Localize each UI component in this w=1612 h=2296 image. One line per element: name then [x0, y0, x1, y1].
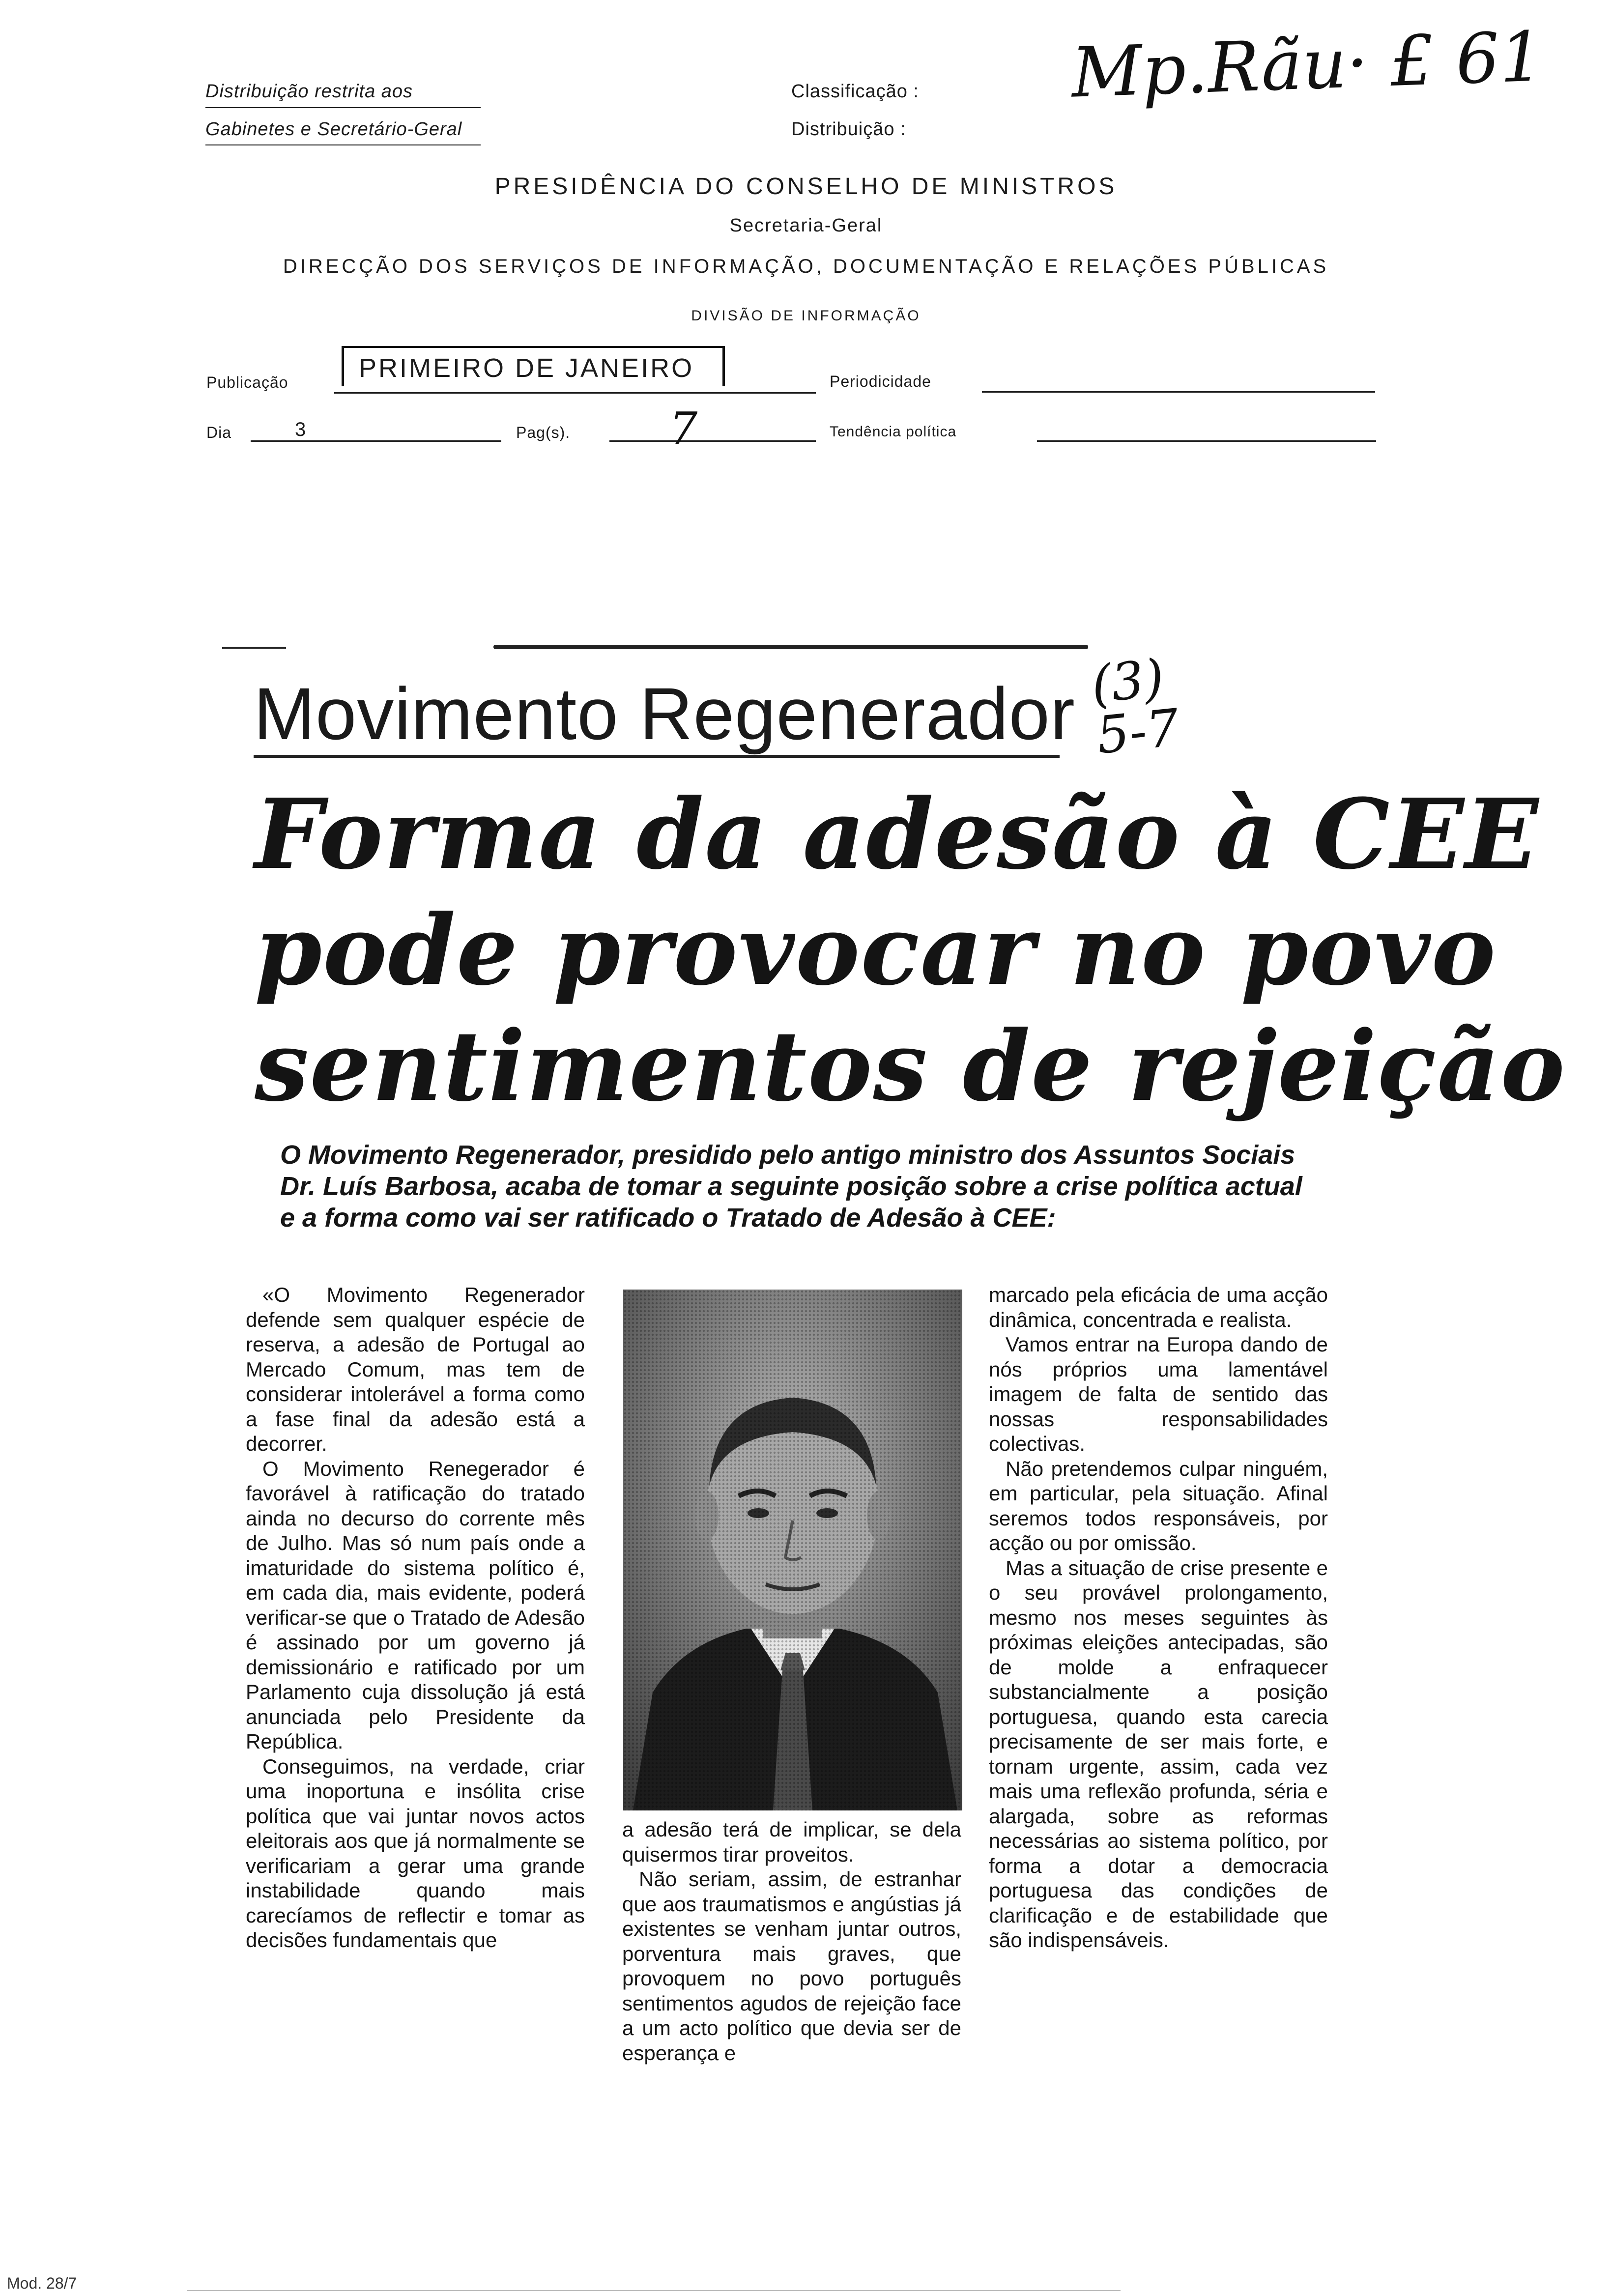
top-rule-short	[222, 647, 286, 649]
pages-value: 7	[669, 403, 698, 455]
headline-line-1: Forma da adesão à CEE	[255, 778, 1540, 891]
secretariat-title: Secretaria-Geral	[729, 215, 883, 236]
periodicity-label: Periodicidade	[830, 373, 931, 390]
article-column-2	[622, 1817, 961, 2066]
day-label: Dia	[206, 424, 232, 441]
distribution-underline-2	[205, 144, 481, 145]
tendency-line	[1037, 440, 1376, 442]
publication-value: PRIMEIRO DE JANEIRO	[359, 353, 694, 383]
pages-line	[609, 440, 816, 442]
classification-label: Classificação :	[791, 81, 919, 102]
direction-title: DIRECÇÃO DOS SERVIÇOS DE INFORMAÇÃO, DOCUMENTAÇÃO E RELAÇÕES PÚBLICAS	[283, 256, 1329, 277]
periodicity-line	[982, 391, 1375, 393]
paragraph: «O Movimento Regenerador defende sem qualquer espécie de reserva, a adesão de Portugal ao Mercado Comum, mas tem de considerar intolerável a forma como a fase final da adesão está a decorrer.	[246, 1283, 585, 1455]
headline-line-3: sentimentos de rejeição	[255, 1010, 1566, 1123]
tendency-label: Tendência política	[830, 424, 957, 440]
handwritten-note: (3) 5-7	[1088, 647, 1182, 766]
headline-line-2: pode provocar no povo	[255, 894, 1497, 1007]
article-column-3	[989, 1283, 1328, 1953]
form-stamp: Mod. 28/7	[7, 2274, 77, 2292]
paragraph: Vamos entrar na Europa dando de nós próprios uma lamentável imagem de falta de sentido das nossas responsabilidades colectivas.	[989, 1333, 1328, 1455]
top-rule-long	[493, 645, 1088, 649]
article-kicker: Movimento Regenerador	[254, 672, 1075, 755]
organization-title: PRESIDÊNCIA DO CONSELHO DE MINISTROS	[494, 173, 1118, 200]
paragraph: marcado pela eficácia de uma acção dinâmica, concentrada e realista.	[989, 1283, 1328, 1331]
paragraph: Não pretendemos culpar ninguém, em particular, pela situação. Afinal seremos todos responsáveis, por acção ou por omissão.	[989, 1457, 1328, 1554]
bottom-scan-edge	[187, 2290, 1121, 2291]
publication-label: Publicação	[206, 373, 288, 391]
publication-line	[334, 392, 816, 394]
distribution-note-line2: Gabinetes e Secretário-Geral	[205, 119, 462, 140]
day-line	[251, 440, 501, 442]
paragraph: Não seriam, assim, de estranhar que aos traumatismos e angústias já existentes se venham juntar outros, porventura mais graves, que provoquem no povo português sentimentos agudos de rejeição face a um acto político que devia ser de esperança e	[622, 1867, 961, 2065]
day-value: 3	[295, 419, 306, 440]
pages-label: Pag(s).	[516, 424, 571, 441]
kicker-underline	[254, 755, 1060, 758]
paragraph: Conseguimos, na verdade, criar uma inoportuna e insólita crise política que vai juntar novos actos eleitorais aos que já normalmente se verificariam a gerar uma grande instabilidade quando mais carecíamos de reflectir e tomar as decisões fundamentais que	[246, 1754, 585, 1952]
article-lead: O Movimento Regenerador, presidido pelo antigo ministro dos Assuntos Sociais Dr. Luís Barbosa, acaba de tomar a seguinte posição sobre a crise política actual e a forma como vai ser ratificado o Tratado de Adesão à CEE:	[280, 1140, 1302, 1233]
handwritten-reference: Mp.Rãu· £ 61	[1070, 17, 1545, 114]
paragraph: Mas a situação de crise presente e o seu provável prolongamento, mesmo nos meses seguintes às próximas eleições antecipadas, são de molde a enfraquecer substancialmente a posição portuguesa, quando esta carecia precisamente de ser mais forte, e tornam urgente, assim, cada vez mais uma reflexão profunda, séria e alargada, sobre as reformas necessárias ao sistema político, por forma a dotar a democracia portuguesa das condições de clarificação e de estabilidade que são indispensáveis.	[989, 1556, 1328, 1952]
paragraph: O Movimento Renegerador é favorável à ratificação do tratado ainda no decurso do corrente mês de Julho. Mas só num país onde a imaturidade do sistema político é, em cada dia, mais evidente, poderá verificar-se que o Tratado de Adesão é assinado por um governo já demissionário e ratificado por um Parlamento cuja dissolução já está anunciada pelo Presidente da República.	[246, 1457, 585, 1753]
division-title: DIVISÃO DE INFORMAÇÃO	[691, 308, 921, 324]
distribution-underline-1	[205, 107, 481, 108]
distribution-note-line1: Distribuição restrita aos	[205, 81, 413, 102]
distribution-label: Distribuição :	[791, 119, 906, 140]
portrait-photo	[623, 1290, 962, 1810]
article-column-1	[246, 1283, 585, 1953]
paragraph: a adesão terá de implicar, se dela quisermos tirar proveitos.	[622, 1818, 961, 1866]
